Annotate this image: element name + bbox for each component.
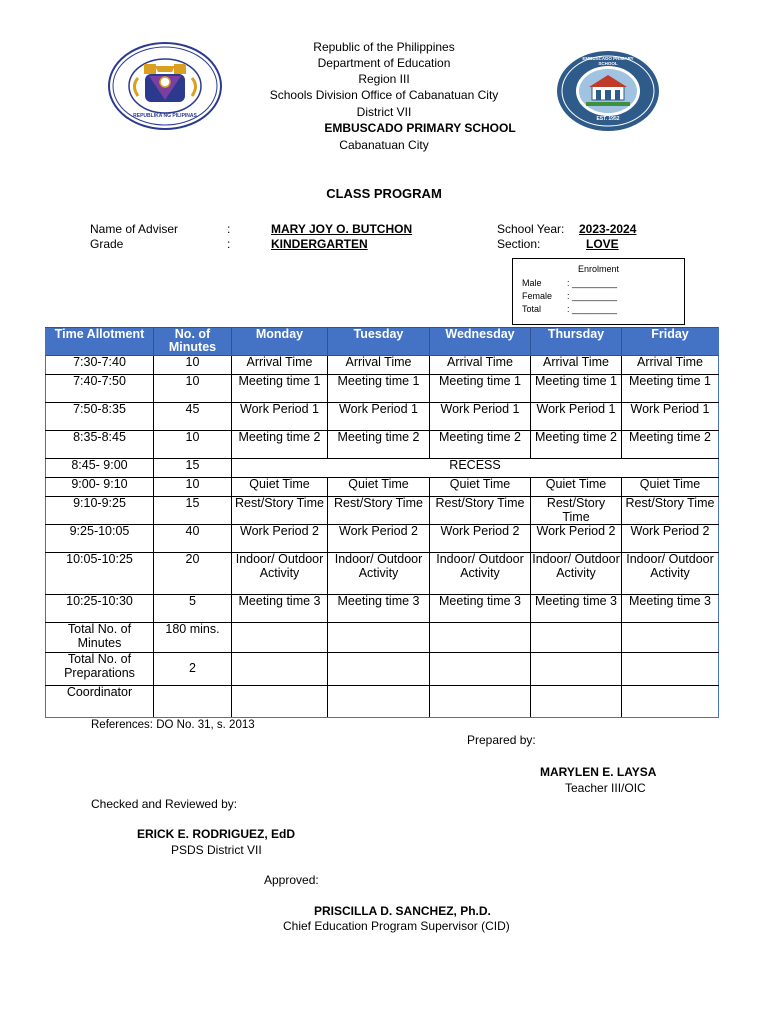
table-row bbox=[46, 525, 719, 553]
school-seal-top-text: EMBUSCADO PRIMARY SCHOOL bbox=[582, 56, 634, 66]
tuesday-activity-cell: Quiet Time bbox=[328, 478, 430, 497]
time-allotment-cell: 10:25-10:30 bbox=[46, 595, 154, 623]
friday-activity-cell: Indoor/ Outdoor Activity bbox=[622, 553, 719, 595]
table-row bbox=[46, 375, 719, 403]
header-school-name: EMBUSCADO PRIMARY SCHOOL bbox=[324, 121, 516, 135]
monday-activity-cell: Rest/Story Time bbox=[232, 497, 328, 525]
enrolment-label: Total bbox=[522, 304, 542, 314]
minutes-cell: 10 bbox=[154, 431, 232, 459]
wednesday-activity-cell bbox=[430, 653, 531, 686]
school-seal-bottom-text: EST. 1952 bbox=[596, 116, 620, 122]
time-allotment-cell: 7:50-8:35 bbox=[46, 403, 154, 431]
checked-name: ERICK E. RODRIGUEZ, EdD bbox=[137, 827, 296, 841]
wednesday-activity-cell: Meeting time 2 bbox=[430, 431, 531, 459]
header-friday: Friday bbox=[622, 328, 719, 356]
checked-label: Checked and Reviewed by: bbox=[91, 797, 238, 811]
header-republic: Republic of the Philippines bbox=[313, 40, 455, 54]
prepared-name: MARYLEN E. LAYSA bbox=[540, 765, 657, 779]
friday-activity-cell: Work Period 2 bbox=[622, 525, 719, 553]
monday-activity-cell: Indoor/ Outdoor Activity bbox=[232, 553, 328, 595]
wednesday-activity-cell: Quiet Time bbox=[430, 478, 531, 497]
minutes-cell: 10 bbox=[154, 375, 232, 403]
wednesday-activity-cell: Meeting time 1 bbox=[430, 375, 531, 403]
thursday-activity-cell: Quiet Time bbox=[531, 478, 622, 497]
thursday-activity-cell bbox=[531, 653, 622, 686]
page-title: CLASS PROGRAM bbox=[326, 186, 442, 201]
monday-activity-cell bbox=[232, 686, 328, 718]
table-row bbox=[46, 459, 719, 478]
monday-activity-cell: Work Period 2 bbox=[232, 525, 328, 553]
minutes-cell: 180 mins. bbox=[154, 623, 232, 653]
friday-activity-cell: Rest/Story Time bbox=[622, 497, 719, 525]
wednesday-activity-cell: Indoor/ Outdoor Activity bbox=[430, 553, 531, 595]
thursday-activity-cell bbox=[531, 686, 622, 718]
section-value: LOVE bbox=[586, 237, 619, 251]
time-allotment-cell: 8:45- 9:00 bbox=[46, 459, 154, 478]
tuesday-activity-cell bbox=[328, 623, 430, 653]
thursday-activity-cell: Work Period 1 bbox=[531, 403, 622, 431]
time-allotment-cell: 7:40-7:50 bbox=[46, 375, 154, 403]
grade-value: KINDERGARTEN bbox=[271, 237, 368, 251]
thursday-activity-cell: Rest/Story Time bbox=[531, 497, 622, 525]
header-time-allotment: Time Allotment bbox=[46, 328, 154, 356]
enrolment-row-female bbox=[522, 291, 617, 301]
table-row bbox=[46, 431, 719, 459]
prepared-label: Prepared by: bbox=[467, 733, 536, 747]
tuesday-activity-cell bbox=[328, 653, 430, 686]
tuesday-activity-cell: Arrival Time bbox=[328, 356, 430, 375]
time-allotment-cell: Coordinator bbox=[46, 686, 154, 718]
friday-activity-cell: Quiet Time bbox=[622, 478, 719, 497]
table-header-row bbox=[46, 328, 719, 356]
friday-activity-cell: Meeting time 1 bbox=[622, 375, 719, 403]
thursday-activity-cell bbox=[531, 623, 622, 653]
monday-activity-cell: Meeting time 1 bbox=[232, 375, 328, 403]
approved-label: Approved: bbox=[264, 873, 319, 887]
tuesday-activity-cell: Work Period 2 bbox=[328, 525, 430, 553]
enrolment-label: Female bbox=[522, 291, 553, 301]
wednesday-activity-cell: Rest/Story Time bbox=[430, 497, 531, 525]
tuesday-activity-cell: Work Period 1 bbox=[328, 403, 430, 431]
time-allotment-cell: 8:35-8:45 bbox=[46, 431, 154, 459]
time-allotment-cell: 7:30-7:40 bbox=[46, 356, 154, 375]
tuesday-activity-cell: Meeting time 3 bbox=[328, 595, 430, 623]
monday-activity-cell: Meeting time 3 bbox=[232, 595, 328, 623]
grade-colon: : bbox=[227, 237, 231, 251]
header-department: Department of Education bbox=[317, 56, 451, 70]
adviser-label: Name of Adviser bbox=[90, 222, 179, 236]
wednesday-activity-cell: Arrival Time bbox=[430, 356, 531, 375]
deped-seal-bottom-text: REPUBLIKA NG PILIPINAS bbox=[133, 113, 197, 119]
friday-activity-cell: Work Period 1 bbox=[622, 403, 719, 431]
table-row bbox=[46, 653, 719, 686]
table-row bbox=[46, 553, 719, 595]
monday-activity-cell: Meeting time 2 bbox=[232, 431, 328, 459]
minutes-cell: 10 bbox=[154, 478, 232, 497]
adviser-colon: : bbox=[227, 222, 231, 236]
thursday-activity-cell: Meeting time 3 bbox=[531, 595, 622, 623]
tuesday-activity-cell bbox=[328, 686, 430, 718]
header-minutes: No. of Minutes bbox=[154, 328, 232, 356]
tuesday-activity-cell: Indoor/ Outdoor Activity bbox=[328, 553, 430, 595]
school-year-value: 2023-2024 bbox=[579, 222, 637, 236]
adviser-value: MARY JOY O. BUTCHON bbox=[271, 222, 413, 236]
wednesday-activity-cell: Meeting time 3 bbox=[430, 595, 531, 623]
friday-activity-cell bbox=[622, 653, 719, 686]
thursday-activity-cell: Meeting time 2 bbox=[531, 431, 622, 459]
enrolment-row-total bbox=[522, 304, 617, 314]
header-region: Region III bbox=[358, 72, 410, 86]
approved-name: PRISCILLA D. SANCHEZ, Ph.D. bbox=[314, 904, 491, 918]
friday-activity-cell: Meeting time 3 bbox=[622, 595, 719, 623]
friday-activity-cell bbox=[622, 686, 719, 718]
enrolment-title: Enrolment bbox=[577, 264, 620, 274]
header-wednesday: Wednesday bbox=[430, 328, 531, 356]
thursday-activity-cell: Indoor/ Outdoor Activity bbox=[531, 553, 622, 595]
table-row bbox=[46, 478, 719, 497]
minutes-cell bbox=[154, 686, 232, 718]
school-year-label: School Year: bbox=[497, 222, 565, 236]
monday-activity-cell: Arrival Time bbox=[232, 356, 328, 375]
table-body bbox=[46, 356, 719, 718]
monday-activity-cell: Quiet Time bbox=[232, 478, 328, 497]
minutes-cell: 45 bbox=[154, 403, 232, 431]
time-allotment-cell: 9:00- 9:10 bbox=[46, 478, 154, 497]
monday-activity-cell: Work Period 1 bbox=[232, 403, 328, 431]
enrolment-value: : _________ bbox=[567, 304, 618, 314]
thursday-activity-cell: Arrival Time bbox=[531, 356, 622, 375]
friday-activity-cell: Meeting time 2 bbox=[622, 431, 719, 459]
header-tuesday: Tuesday bbox=[328, 328, 430, 356]
monday-activity-cell bbox=[232, 623, 328, 653]
table-row bbox=[46, 686, 719, 718]
minutes-cell: 2 bbox=[154, 653, 232, 686]
enrolment-box bbox=[512, 258, 685, 325]
tuesday-activity-cell: Rest/Story Time bbox=[328, 497, 430, 525]
table-row bbox=[46, 595, 719, 623]
section-label: Section: bbox=[497, 237, 541, 251]
minutes-cell: 15 bbox=[154, 497, 232, 525]
minutes-cell: 40 bbox=[154, 525, 232, 553]
time-allotment-cell: Total No. of Minutes bbox=[46, 623, 154, 653]
header-city: Cabanatuan City bbox=[339, 138, 429, 152]
approved-position: Chief Education Program Supervisor (CID) bbox=[283, 919, 510, 933]
table-row bbox=[46, 623, 719, 653]
wednesday-activity-cell: Work Period 1 bbox=[430, 403, 531, 431]
grade-label: Grade bbox=[90, 237, 124, 251]
time-allotment-cell: 9:25-10:05 bbox=[46, 525, 154, 553]
monday-activity-cell bbox=[232, 653, 328, 686]
time-allotment-cell: 10:05-10:25 bbox=[46, 553, 154, 595]
table-row bbox=[46, 356, 719, 375]
minutes-cell: 5 bbox=[154, 595, 232, 623]
friday-activity-cell: Arrival Time bbox=[622, 356, 719, 375]
references: References: DO No. 31, s. 2013 bbox=[91, 719, 255, 731]
tuesday-activity-cell: Meeting time 1 bbox=[328, 375, 430, 403]
header-division: Schools Division Office of Cabanatuan City bbox=[269, 88, 499, 102]
enrolment-row-male bbox=[522, 278, 617, 288]
wednesday-activity-cell: Work Period 2 bbox=[430, 525, 531, 553]
thursday-activity-cell: Work Period 2 bbox=[531, 525, 622, 553]
wednesday-activity-cell bbox=[430, 686, 531, 718]
header-monday: Monday bbox=[232, 328, 328, 356]
table-row bbox=[46, 403, 719, 431]
enrolment-value: : _________ bbox=[567, 278, 618, 288]
minutes-cell: 20 bbox=[154, 553, 232, 595]
thursday-activity-cell: Meeting time 1 bbox=[531, 375, 622, 403]
minutes-cell: 15 bbox=[154, 459, 232, 478]
header-district: District VII bbox=[356, 105, 412, 119]
header-thursday: Thursday bbox=[531, 328, 622, 356]
recess-cell: RECESS bbox=[232, 459, 719, 478]
time-allotment-cell: 9:10-9:25 bbox=[46, 497, 154, 525]
tuesday-activity-cell: Meeting time 2 bbox=[328, 431, 430, 459]
wednesday-activity-cell bbox=[430, 623, 531, 653]
table-row bbox=[46, 497, 719, 525]
friday-activity-cell bbox=[622, 623, 719, 653]
enrolment-label: Male bbox=[522, 278, 542, 288]
prepared-position: Teacher III/OIC bbox=[565, 781, 646, 795]
minutes-cell: 10 bbox=[154, 356, 232, 375]
checked-position: PSDS District VII bbox=[171, 843, 262, 857]
enrolment-value: : _________ bbox=[567, 291, 618, 301]
time-allotment-cell: Total No. of Preparations bbox=[46, 653, 154, 686]
class-schedule-table bbox=[45, 327, 719, 718]
